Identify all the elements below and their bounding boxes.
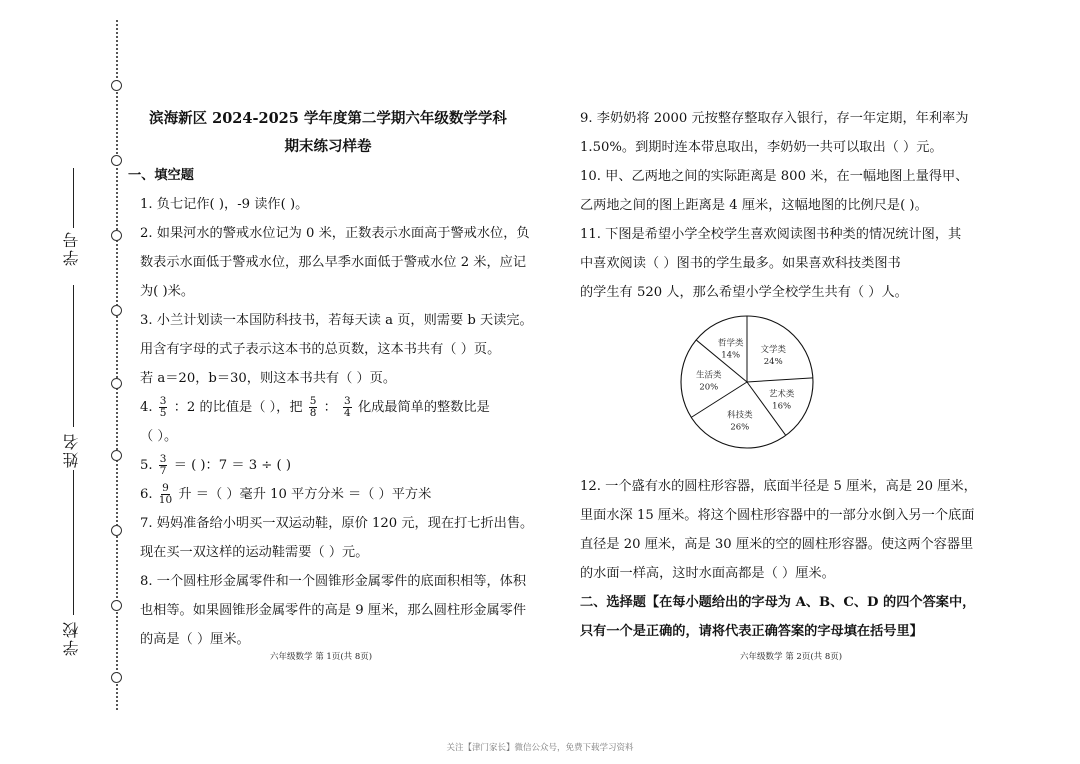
question-9-line1: 9. 李奶奶将 2000 元按整存整取存入银行，存一年定期，年利率为	[580, 111, 969, 126]
student-id-label: 学号	[62, 230, 81, 266]
section-fill-blank: 一、填空题	[128, 168, 194, 183]
pie-slice-value: 24%	[763, 357, 783, 368]
section-choice-line2: 只有一个是正确的，请将代表正确答案的字母填在括号里】	[580, 624, 923, 639]
student-id-blank[interactable]	[73, 168, 74, 228]
name-label: 姓名	[62, 432, 81, 468]
section-choice-line1: 二、选择题【在每小题给出的字母为 A、B、C、D 的四个答案中，	[580, 595, 976, 610]
fraction: $\frac{3}{5}$	[159, 395, 167, 419]
question-2-line3: 为( )米。	[140, 284, 195, 299]
paper-subtitle: 期末练习样卷	[284, 138, 372, 155]
question-12-line1: 12. 一个盛有水的圆柱形容器，底面半径是 5 厘米，高是 20 厘米，	[580, 479, 977, 494]
question-10-line2: 乙两地之间的图上距离是 4 厘米，这幅地图的比例尺是( )。	[580, 198, 928, 213]
page-2-footer: 六年级数学 第 2页(共 8页)	[740, 652, 843, 662]
fraction: $\frac{9}{10}$	[158, 482, 173, 506]
question-2-line2: 数表示水面低于警戒水位，那么早季水面低于警戒水位 2 米，应记	[140, 255, 527, 270]
binding-hole	[111, 378, 122, 389]
binding-hole	[111, 672, 122, 683]
pie-slice-label: 生活类	[696, 370, 722, 381]
question-9-line2: 1.50%。到期时连本带息取出，李奶奶一共可以取出（ ）元。	[580, 140, 943, 155]
school-label: 学校	[62, 620, 81, 656]
name-blank[interactable]	[73, 285, 74, 427]
pie-slice-label: 科技类	[727, 410, 753, 421]
question-12-line4: 的水面一样高，这时水面高都是（ ）厘米。	[580, 566, 835, 581]
left-page	[128, 104, 534, 654]
question-8-line1: 8. 一个圆柱形金属零件和一个圆锥形金属零件的底面积相等，体积	[140, 574, 527, 589]
bottom-watermark-note: 关注【津门家长】微信公众号，免费下载学习资料	[446, 743, 634, 753]
fraction: $\frac{3}{4}$	[344, 395, 351, 419]
question-11-line1: 11. 下图是希望小学全校学生喜欢阅读图书种类的情况统计图，其	[580, 227, 962, 242]
question-4-line2: （ ）。	[140, 429, 178, 444]
question-3-line1: 3. 小兰计划读一本国防科技书，若每天读 a 页，则需要 b 天读完。	[140, 313, 533, 328]
question-1: 1. 负七记作( )，-9 读作( )。	[140, 197, 309, 212]
question-10-line1: 10. 甲、乙两地之间的实际距离是 800 米，在一幅地图上量得甲、	[580, 169, 969, 184]
pie-slice-value: 14%	[721, 350, 741, 361]
pie-slice-label: 哲学类	[717, 338, 744, 349]
binding-hole	[111, 450, 122, 461]
question-8-line3: 的高是（ ）厘米。	[140, 632, 250, 647]
question-3-line2: 用含有字母的式子表示这本书的总页数，这本书共有（ ）页。	[140, 342, 501, 357]
pie-slice-label: 艺术类	[768, 389, 795, 400]
right-page-lower	[580, 472, 977, 646]
binding-hole	[111, 305, 122, 316]
question-12-line3: 直径是 20 厘米，高是 30 厘米的空的圆柱形容器。使这两个容器里	[580, 537, 974, 552]
pie-slice-value: 20%	[699, 382, 719, 393]
page-1-footer: 六年级数学 第 1页(共 8页)	[270, 652, 373, 662]
binding-hole	[111, 600, 122, 611]
fraction: $\frac{5}{8}$	[309, 395, 317, 419]
pie-slice-value: 26%	[730, 422, 750, 433]
paper-title: 滨海新区 2024-2025 学年度第二学期六年级数学学科	[149, 110, 507, 127]
question-3-line3: 若 a＝20，b＝30，则这本书共有（ ）页。	[140, 371, 397, 386]
question-4-line1: 4. $\frac{3}{5}$ ：2 的比值是（ ），把 $\frac{5}{8}$ ： $\frac{3}{4}$ 化成最简单的整数比是	[140, 395, 490, 419]
binding-hole	[111, 525, 122, 536]
right-page	[580, 104, 969, 307]
question-11-line3: 的学生有 520 人，那么希望小学全校学生共有（ ）人。	[580, 285, 908, 300]
binding-hole	[111, 155, 122, 166]
question-7-line1: 7. 妈妈准备给小明买一双运动鞋，原价 120 元，现在打七折出售。	[140, 516, 534, 531]
question-8-line2: 也相等。如果圆锥形金属零件的高是 9 厘米，那么圆柱形金属零件	[140, 603, 527, 618]
question-7-line2: 现在买一双这样的运动鞋需要（ ）元。	[140, 545, 369, 560]
school-blank[interactable]	[73, 470, 74, 615]
fraction: $\frac{3}{7}$	[159, 453, 167, 477]
pie-slice-value: 16%	[772, 401, 792, 412]
pie-slice-label: 文学类	[760, 345, 786, 356]
question-5: 5. $\frac{3}{7}$ ＝ ( )：7 ＝ 3 ÷ ( )	[140, 453, 292, 477]
question-6: 6. $\frac{9}{10}$ 升 ＝（ ）毫升 10 平方分米 ＝（ ）平方米	[140, 482, 432, 506]
question-12-line2: 里面水深 15 厘米。将这个圆柱形容器中的一部分水倒入另一个底面	[580, 508, 975, 523]
question-2-line1: 2. 如果河水的警戒水位记为 0 米，正数表示水面高于警戒水位，负	[140, 226, 530, 241]
binding-hole	[111, 230, 122, 241]
question-11-line2: 中喜欢阅读（ ）图书的学生最多。如果喜欢科技类图书	[580, 256, 901, 271]
binding-hole	[111, 80, 122, 91]
reading-pie-chart	[672, 312, 822, 452]
